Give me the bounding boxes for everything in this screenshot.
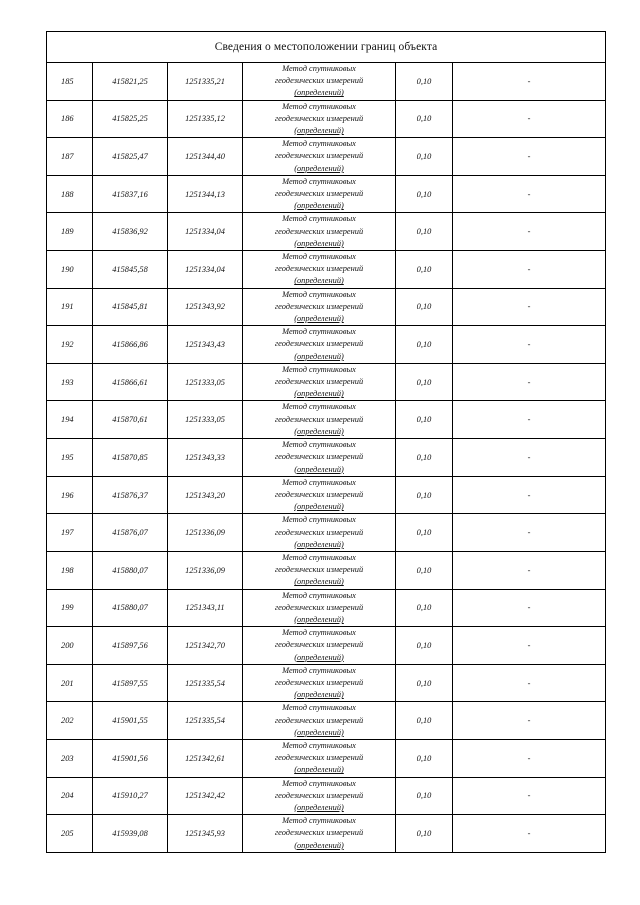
point-number-cell: 186 bbox=[47, 100, 93, 138]
method-line: геодезических измерений bbox=[274, 565, 364, 575]
method-line: геодезических измерений bbox=[274, 301, 364, 311]
point-number-cell: 191 bbox=[47, 288, 93, 326]
x-coordinate-cell: 415821,25 bbox=[93, 63, 168, 101]
table-row bbox=[47, 401, 606, 439]
point-number-cell: 192 bbox=[47, 326, 93, 364]
method-line: геодезических измерений bbox=[274, 151, 364, 161]
description-cell: - bbox=[453, 627, 606, 665]
y-coordinate-cell: 1251342,42 bbox=[168, 777, 243, 815]
method-line: Метод спутниковых bbox=[282, 327, 356, 337]
x-coordinate-cell: 415897,56 bbox=[93, 627, 168, 665]
method-cell bbox=[243, 363, 396, 401]
method-line: Метод спутниковых bbox=[282, 590, 356, 600]
method-line: Метод спутниковых bbox=[282, 214, 356, 224]
method-cell bbox=[243, 326, 396, 364]
method-line: (определений) bbox=[294, 276, 344, 286]
point-number-cell: 193 bbox=[47, 363, 93, 401]
method-line: Метод спутниковых bbox=[282, 101, 356, 111]
point-number-cell: 203 bbox=[47, 739, 93, 777]
point-number-cell: 187 bbox=[47, 138, 93, 176]
accuracy-cell: 0,10 bbox=[396, 401, 453, 439]
method-line: (определений) bbox=[294, 351, 344, 361]
point-number-cell: 202 bbox=[47, 702, 93, 740]
method-line: Метод спутниковых bbox=[282, 552, 356, 562]
point-number-cell: 200 bbox=[47, 627, 93, 665]
table-row bbox=[47, 138, 606, 176]
point-number-cell: 204 bbox=[47, 777, 93, 815]
x-coordinate-cell: 415876,07 bbox=[93, 514, 168, 552]
method-cell bbox=[243, 514, 396, 552]
x-coordinate-cell: 415939,08 bbox=[93, 815, 168, 853]
accuracy-cell: 0,10 bbox=[396, 100, 453, 138]
method-line: геодезических измерений bbox=[274, 226, 364, 236]
accuracy-cell: 0,10 bbox=[396, 138, 453, 176]
method-cell bbox=[243, 476, 396, 514]
point-number-cell: 194 bbox=[47, 401, 93, 439]
description-cell: - bbox=[453, 326, 606, 364]
table-row bbox=[47, 777, 606, 815]
description-cell: - bbox=[453, 401, 606, 439]
method-line: геодезических измерений bbox=[274, 489, 364, 499]
description-cell: - bbox=[453, 514, 606, 552]
method-line: (определений) bbox=[294, 88, 344, 98]
accuracy-cell: 0,10 bbox=[396, 63, 453, 101]
method-line: (определений) bbox=[294, 163, 344, 173]
accuracy-cell: 0,10 bbox=[396, 589, 453, 627]
point-number-cell: 190 bbox=[47, 251, 93, 289]
accuracy-cell: 0,10 bbox=[396, 514, 453, 552]
y-coordinate-cell: 1251335,54 bbox=[168, 664, 243, 702]
method-cell bbox=[243, 777, 396, 815]
description-cell: - bbox=[453, 551, 606, 589]
method-line: геодезических измерений bbox=[274, 339, 364, 349]
accuracy-cell: 0,10 bbox=[396, 288, 453, 326]
method-line: Метод спутниковых bbox=[282, 740, 356, 750]
method-line: геодезических измерений bbox=[274, 264, 364, 274]
method-line: геодезических измерений bbox=[274, 677, 364, 687]
y-coordinate-cell: 1251343,20 bbox=[168, 476, 243, 514]
method-line: (определений) bbox=[294, 502, 344, 512]
y-coordinate-cell: 1251343,92 bbox=[168, 288, 243, 326]
description-cell: - bbox=[453, 251, 606, 289]
method-line: (определений) bbox=[294, 238, 344, 248]
description-cell: - bbox=[453, 175, 606, 213]
accuracy-cell: 0,10 bbox=[396, 476, 453, 514]
method-line: геодезических измерений bbox=[274, 452, 364, 462]
y-coordinate-cell: 1251336,09 bbox=[168, 551, 243, 589]
x-coordinate-cell: 415845,58 bbox=[93, 251, 168, 289]
description-cell: - bbox=[453, 702, 606, 740]
method-line: геодезических измерений bbox=[274, 527, 364, 537]
table-row bbox=[47, 251, 606, 289]
method-cell bbox=[243, 702, 396, 740]
method-cell bbox=[243, 63, 396, 101]
description-cell: - bbox=[453, 589, 606, 627]
accuracy-cell: 0,10 bbox=[396, 213, 453, 251]
method-line: геодезических измерений bbox=[274, 113, 364, 123]
table-row bbox=[47, 213, 606, 251]
method-line: Метод спутниковых bbox=[282, 364, 356, 374]
method-line: Метод спутниковых bbox=[282, 139, 356, 149]
method-line: Метод спутниковых bbox=[282, 64, 356, 73]
y-coordinate-cell: 1251334,04 bbox=[168, 251, 243, 289]
method-line: (определений) bbox=[294, 314, 344, 324]
description-cell: - bbox=[453, 100, 606, 138]
boundary-coordinates-table bbox=[46, 31, 606, 853]
table-row bbox=[47, 63, 606, 101]
x-coordinate-cell: 415880,07 bbox=[93, 589, 168, 627]
y-coordinate-cell: 1251335,21 bbox=[168, 63, 243, 101]
method-cell bbox=[243, 589, 396, 627]
y-coordinate-cell: 1251334,04 bbox=[168, 213, 243, 251]
description-cell: - bbox=[453, 439, 606, 477]
point-number-cell: 198 bbox=[47, 551, 93, 589]
method-line: Метод спутниковых bbox=[282, 289, 356, 299]
method-cell bbox=[243, 627, 396, 665]
point-number-cell: 197 bbox=[47, 514, 93, 552]
accuracy-cell: 0,10 bbox=[396, 777, 453, 815]
y-coordinate-cell: 1251343,33 bbox=[168, 439, 243, 477]
method-line: Метод спутниковых bbox=[282, 665, 356, 675]
table-title-row bbox=[47, 32, 606, 63]
method-cell bbox=[243, 288, 396, 326]
method-line: (определений) bbox=[294, 802, 344, 812]
method-cell bbox=[243, 175, 396, 213]
method-line: Метод спутниковых bbox=[282, 703, 356, 713]
description-cell: - bbox=[453, 63, 606, 101]
method-cell bbox=[243, 100, 396, 138]
table-row bbox=[47, 551, 606, 589]
y-coordinate-cell: 1251336,09 bbox=[168, 514, 243, 552]
method-line: Метод спутниковых bbox=[282, 778, 356, 788]
x-coordinate-cell: 415870,85 bbox=[93, 439, 168, 477]
method-line: Метод спутниковых bbox=[282, 477, 356, 487]
table-row bbox=[47, 326, 606, 364]
table-body bbox=[47, 32, 606, 853]
description-cell: - bbox=[453, 138, 606, 176]
x-coordinate-cell: 415836,92 bbox=[93, 213, 168, 251]
accuracy-cell: 0,10 bbox=[396, 439, 453, 477]
method-line: (определений) bbox=[294, 539, 344, 549]
description-cell: - bbox=[453, 213, 606, 251]
accuracy-cell: 0,10 bbox=[396, 739, 453, 777]
table-row bbox=[47, 288, 606, 326]
x-coordinate-cell: 415837,16 bbox=[93, 175, 168, 213]
table-row bbox=[47, 439, 606, 477]
x-coordinate-cell: 415901,56 bbox=[93, 739, 168, 777]
method-line: (определений) bbox=[294, 765, 344, 775]
y-coordinate-cell: 1251335,54 bbox=[168, 702, 243, 740]
method-line: (определений) bbox=[294, 126, 344, 136]
x-coordinate-cell: 415866,86 bbox=[93, 326, 168, 364]
method-line: (определений) bbox=[294, 614, 344, 624]
description-cell: - bbox=[453, 664, 606, 702]
method-cell bbox=[243, 439, 396, 477]
method-cell bbox=[243, 251, 396, 289]
y-coordinate-cell: 1251335,12 bbox=[168, 100, 243, 138]
method-line: геодезических измерений bbox=[274, 602, 364, 612]
point-number-cell: 201 bbox=[47, 664, 93, 702]
point-number-cell: 199 bbox=[47, 589, 93, 627]
y-coordinate-cell: 1251333,05 bbox=[168, 363, 243, 401]
method-line: геодезических измерений bbox=[274, 790, 364, 800]
method-line: (определений) bbox=[294, 577, 344, 587]
table-row bbox=[47, 514, 606, 552]
table-title: Сведения о местоположении границ объекта bbox=[47, 32, 606, 63]
description-cell: - bbox=[453, 815, 606, 853]
method-cell bbox=[243, 551, 396, 589]
accuracy-cell: 0,10 bbox=[396, 815, 453, 853]
x-coordinate-cell: 415845,81 bbox=[93, 288, 168, 326]
y-coordinate-cell: 1251342,70 bbox=[168, 627, 243, 665]
method-line: геодезических измерений bbox=[274, 828, 364, 838]
x-coordinate-cell: 415866,61 bbox=[93, 363, 168, 401]
table-row bbox=[47, 627, 606, 665]
method-line: Метод спутниковых bbox=[282, 176, 356, 186]
accuracy-cell: 0,10 bbox=[396, 363, 453, 401]
x-coordinate-cell: 415897,55 bbox=[93, 664, 168, 702]
method-cell bbox=[243, 401, 396, 439]
method-line: (определений) bbox=[294, 426, 344, 436]
table-row bbox=[47, 664, 606, 702]
accuracy-cell: 0,10 bbox=[396, 627, 453, 665]
method-line: (определений) bbox=[294, 727, 344, 737]
y-coordinate-cell: 1251343,43 bbox=[168, 326, 243, 364]
method-line: (определений) bbox=[294, 389, 344, 399]
x-coordinate-cell: 415876,37 bbox=[93, 476, 168, 514]
y-coordinate-cell: 1251345,93 bbox=[168, 815, 243, 853]
description-cell: - bbox=[453, 739, 606, 777]
y-coordinate-cell: 1251333,05 bbox=[168, 401, 243, 439]
method-line: (определений) bbox=[294, 690, 344, 700]
method-line: Метод спутниковых bbox=[282, 252, 356, 262]
table-row bbox=[47, 363, 606, 401]
point-number-cell: 185 bbox=[47, 63, 93, 101]
y-coordinate-cell: 1251344,40 bbox=[168, 138, 243, 176]
description-cell: - bbox=[453, 476, 606, 514]
table-row bbox=[47, 702, 606, 740]
point-number-cell: 196 bbox=[47, 476, 93, 514]
method-line: геодезических измерений bbox=[274, 753, 364, 763]
table-row bbox=[47, 739, 606, 777]
method-cell bbox=[243, 213, 396, 251]
method-cell bbox=[243, 664, 396, 702]
method-line: (определений) bbox=[294, 652, 344, 662]
method-line: (определений) bbox=[294, 201, 344, 211]
x-coordinate-cell: 415910,27 bbox=[93, 777, 168, 815]
accuracy-cell: 0,10 bbox=[396, 702, 453, 740]
method-line: (определений) bbox=[294, 840, 344, 850]
y-coordinate-cell: 1251342,61 bbox=[168, 739, 243, 777]
point-number-cell: 188 bbox=[47, 175, 93, 213]
x-coordinate-cell: 415880,07 bbox=[93, 551, 168, 589]
y-coordinate-cell: 1251344,13 bbox=[168, 175, 243, 213]
point-number-cell: 189 bbox=[47, 213, 93, 251]
method-line: Метод спутниковых bbox=[282, 515, 356, 525]
point-number-cell: 195 bbox=[47, 439, 93, 477]
table-row bbox=[47, 815, 606, 853]
method-line: геодезических измерений bbox=[274, 414, 364, 424]
table-row bbox=[47, 100, 606, 138]
method-line: Метод спутниковых bbox=[282, 816, 356, 826]
accuracy-cell: 0,10 bbox=[396, 551, 453, 589]
method-line: геодезических измерений bbox=[274, 377, 364, 387]
method-cell bbox=[243, 138, 396, 176]
method-cell bbox=[243, 815, 396, 853]
method-line: Метод спутниковых bbox=[282, 628, 356, 638]
x-coordinate-cell: 415825,25 bbox=[93, 100, 168, 138]
method-line: геодезических измерений bbox=[274, 640, 364, 650]
method-line: геодезических измерений bbox=[274, 189, 364, 199]
x-coordinate-cell: 415825,47 bbox=[93, 138, 168, 176]
method-line: Метод спутниковых bbox=[282, 402, 356, 412]
method-line: Метод спутниковых bbox=[282, 440, 356, 450]
method-line: (определений) bbox=[294, 464, 344, 474]
description-cell: - bbox=[453, 363, 606, 401]
method-line: геодезических измерений bbox=[274, 715, 364, 725]
accuracy-cell: 0,10 bbox=[396, 664, 453, 702]
method-line: геодезических измерений bbox=[274, 76, 364, 86]
table-row bbox=[47, 476, 606, 514]
description-cell: - bbox=[453, 777, 606, 815]
point-number-cell: 205 bbox=[47, 815, 93, 853]
table-row bbox=[47, 589, 606, 627]
table-row bbox=[47, 175, 606, 213]
y-coordinate-cell: 1251343,11 bbox=[168, 589, 243, 627]
x-coordinate-cell: 415901,55 bbox=[93, 702, 168, 740]
method-cell bbox=[243, 739, 396, 777]
accuracy-cell: 0,10 bbox=[396, 175, 453, 213]
accuracy-cell: 0,10 bbox=[396, 326, 453, 364]
x-coordinate-cell: 415870,61 bbox=[93, 401, 168, 439]
description-cell: - bbox=[453, 288, 606, 326]
accuracy-cell: 0,10 bbox=[396, 251, 453, 289]
